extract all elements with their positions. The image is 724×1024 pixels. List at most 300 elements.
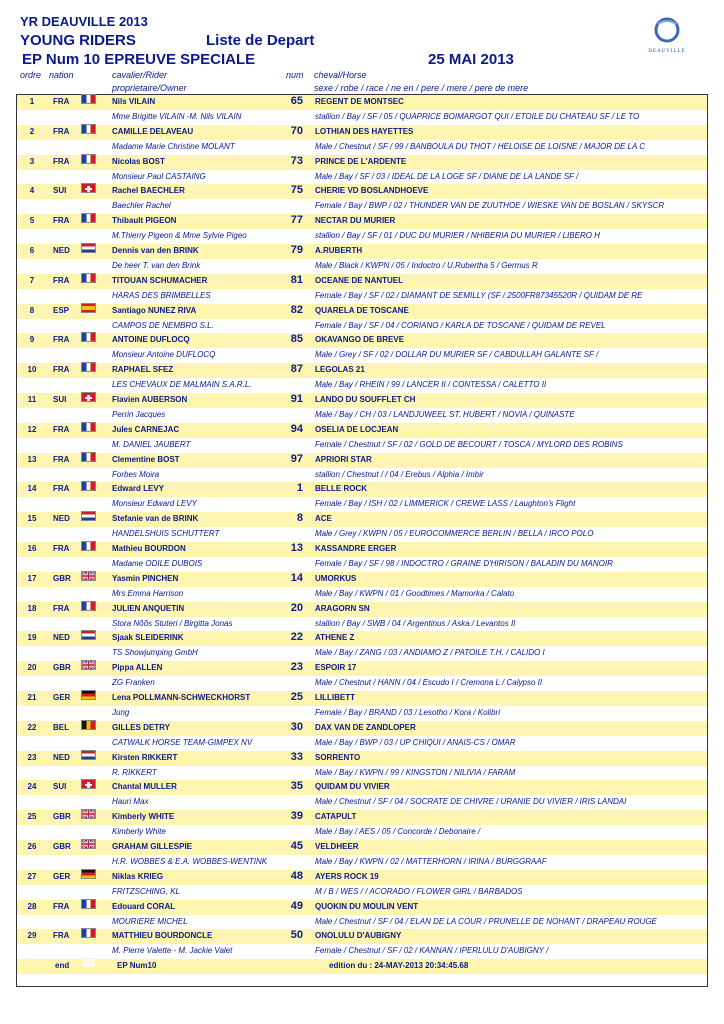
entry-horse: CHERIE VD BOSLANDHOEVE [315, 186, 429, 196]
entry-horse-info: Male / Bay / RHEIN / 99 / LANCER II / CONTESSA / CALETTO II [315, 380, 547, 390]
entry-row [17, 780, 707, 795]
flag-ger-icon [81, 690, 96, 700]
entry-detail-row [17, 587, 707, 602]
entry-horse-info: Male / Bay / KWPN / 01 / Goodtimes / Mamorka / Calato [315, 588, 515, 598]
entry-row [17, 751, 707, 766]
entry-detail-row [17, 319, 707, 334]
entry-horse: ATHENE Z [315, 633, 355, 643]
flag-fra-icon [81, 94, 96, 104]
entry-nation: GER [53, 871, 71, 881]
entry-order: 16 [27, 544, 37, 553]
entry-rider: Pippa ALLEN [112, 663, 163, 673]
entry-row [17, 125, 707, 140]
entry-horse: SORRENTO [315, 752, 361, 762]
entry-detail-row [17, 855, 707, 870]
entry-row [17, 155, 707, 170]
entry-horse: ONOLULU D'AUBIGNY [315, 931, 402, 941]
entry-rider: Edouard CORAL [112, 901, 176, 911]
entry-number: 65 [290, 95, 303, 107]
entry-rider: Flavien AUBERSON [112, 395, 188, 404]
entry-number: 70 [290, 124, 303, 137]
entry-horse-info: stallion / Bay / SF / 05 / QUAPRICE BOIMARGOT QUI / ETOILE DU CHATEAU SF / LE TO [315, 112, 640, 121]
entry-nation: FRA [53, 901, 70, 911]
entry-horse-info: Female / Chestnut / SF / 02 / GOLD DE BECOURT / TOSCA / MYLORD DES ROBINS [315, 439, 623, 449]
entry-order: 28 [27, 901, 37, 911]
entry-nation: GBR [53, 812, 71, 822]
entry-horse-info: stallion / Bay / SWB / 04 / Argentinus / Aska / Levantos II [315, 618, 516, 628]
entry-order: 3 [29, 156, 35, 166]
entry-horse-info: Female / Bay / ISH / 02 / LIMMERICK / CREWE LASS / Laughton's Flight [315, 499, 576, 509]
entry-row [17, 393, 707, 408]
competition-date: 25 MAI 2013 [428, 51, 514, 68]
entry-detail-row [17, 825, 707, 840]
entry-owner: TS Showjumping GmbH [112, 648, 198, 658]
entry-order: 10 [27, 365, 37, 375]
entry-order: 17 [27, 573, 37, 583]
entry-rider: Thibault PIGEON [112, 216, 177, 226]
deauville-logo [644, 16, 690, 56]
entry-detail-row [17, 468, 707, 483]
entry-owner: HANDELSHUIS SCHUTTERT [112, 529, 220, 539]
entry-horse-info: Male / Black / KWPN / 05 / Indoctro / U.Rubertha 5 / Germus R [315, 261, 538, 270]
entry-nation: FRA [53, 424, 70, 434]
entry-owner: Mme Brigitte VILAIN -M. Nils VILAIN [112, 112, 242, 121]
entry-order: 24 [27, 782, 37, 792]
entry-horse: BELLE ROCK [315, 484, 367, 494]
entry-order: 4 [29, 186, 35, 196]
entry-rider: Clementine BOST [112, 454, 180, 464]
entry-rider: Mathieu BOURDON [112, 544, 186, 553]
entry-owner: M. DANIEL JAUBERT [112, 439, 191, 449]
entry-nation: FRA [53, 335, 70, 345]
competition-title: EP Num 10 EPREUVE SPECIALE [22, 51, 256, 68]
flag-fra-icon [81, 362, 96, 372]
entry-detail-row [17, 259, 707, 274]
entry-row [17, 870, 707, 885]
entry-nation: FRA [53, 484, 70, 494]
entry-row [17, 810, 707, 825]
entry-horse: PRINCE DE L'ARDENTE [315, 156, 407, 166]
flag-gbr-icon [81, 571, 96, 581]
entry-rider: TITOUAN SCHUMACHER [112, 275, 208, 285]
entry-order: 26 [27, 842, 37, 851]
entry-order: 29 [27, 931, 37, 941]
col-ordre: ordre [20, 70, 42, 80]
flag-fra-icon [81, 422, 96, 432]
entry-rider: GILLES DETRY [112, 722, 170, 732]
entry-order: 1 [29, 97, 35, 106]
entry-detail-row [17, 885, 707, 900]
flag-sui-icon [81, 779, 96, 789]
entry-order: 11 [27, 395, 37, 404]
entry-detail-row [17, 766, 707, 781]
entry-number: 49 [290, 899, 303, 912]
flag-fra-icon [81, 541, 96, 551]
entry-horse: OKAVANGO DE BREVE [315, 335, 405, 345]
deauville-logo-icon [652, 16, 682, 44]
entry-horse-info: Male / Chestnut / HANN / 04 / Escudo I / Cremona L / Calypso II [315, 678, 543, 688]
flag-fra-icon [81, 928, 96, 938]
entry-order: 21 [27, 693, 37, 702]
entry-row [17, 691, 707, 706]
entry-owner: MOURIERE MICHEL [112, 916, 188, 926]
entry-owner: H.R. WOBBES & E.A. WOBBES-WENTINK [112, 857, 268, 866]
entry-owner: Forbes Moira [112, 469, 160, 479]
flag-gbr-icon [81, 660, 96, 670]
entry-nation: GBR [53, 573, 71, 583]
entry-rider: Yasmin PINCHEN [112, 573, 179, 583]
entry-row [17, 274, 707, 289]
entry-horse: QUIDAM DU VIVIER [315, 782, 390, 792]
entry-order: 6 [29, 246, 35, 255]
entry-number: 33 [290, 750, 303, 763]
col-horse: cheval/Horse [314, 70, 367, 80]
flag-fra-icon [81, 213, 96, 223]
entry-horse: REGENT DE MONTSEC [315, 97, 404, 106]
entry-row [17, 929, 707, 944]
entry-rider: Dennis van den BRINK [112, 246, 199, 255]
footer-row [17, 959, 707, 974]
entry-nation: GBR [53, 663, 71, 673]
entry-order: 23 [27, 752, 37, 762]
entry-row [17, 572, 707, 587]
entry-owner: M.Thierry Pigeon & Mme Sylvie Pigeo [112, 231, 247, 241]
entry-horse: APRIORI STAR [315, 454, 372, 464]
entry-number: 82 [290, 303, 303, 316]
entry-nation: GBR [53, 842, 71, 851]
entry-detail-row [17, 438, 707, 453]
flag-sui-icon [81, 392, 96, 402]
entry-rider: Edward LEVY [112, 484, 165, 494]
entry-detail-row [17, 199, 707, 214]
entry-horse-info: Male / Grey / KWPN / 05 / EUROCOMMERCE BERLIN / BELLA / IRCO POLO [315, 529, 594, 539]
entry-row [17, 900, 707, 915]
entry-owner: ZG Franken [112, 678, 155, 688]
footer-flag-placeholder [81, 958, 96, 968]
entry-owner: LES CHEVAUX DE MALMAIN S.A.R.L. [112, 380, 252, 390]
entry-nation: NED [53, 514, 70, 524]
entry-horse-info: Female / Bay / SF / 98 / INDOCTRO / GRAINE D'HIRISON / BALADIN DU MANOIR [315, 559, 613, 568]
entry-horse-info: Male / Grey / SF / 02 / DOLLAR DU MURIER SF / CABDULLAH GALANTE SF / [315, 350, 599, 360]
entry-order: 8 [29, 305, 35, 315]
entry-number: 35 [290, 780, 303, 793]
entry-rider: Chantal MULLER [112, 782, 177, 792]
entry-horse-info: Female / Bay / BWP / 02 / THUNDER VAN DE ZUUTHOE / WIESKE VAN DE BOSLAN / SKYSCR [315, 201, 665, 211]
entry-owner: Jung [112, 708, 130, 717]
entry-order: 25 [27, 812, 37, 822]
footer-ep: EP Num10 [117, 961, 157, 971]
entry-number: 8 [296, 512, 303, 525]
entry-owner: CAMPOS DE NEMBRO S.L. [112, 320, 214, 330]
entry-row [17, 661, 707, 676]
entry-rider: Rachel BAECHLER [112, 186, 185, 196]
flag-fra-icon [81, 273, 96, 283]
entry-detail-row [17, 378, 707, 393]
entry-row [17, 304, 707, 319]
entry-horse-info: Female / Bay / SF / 04 / CORIANO / KARLA DE TOSCANE / QUIDAM DE REVEL [315, 320, 606, 330]
entry-owner: Monsieur Antoine DUFLOCQ [112, 350, 216, 360]
entry-detail-row [17, 348, 707, 363]
entry-detail-row [17, 795, 707, 810]
entry-nation: SUI [53, 395, 67, 404]
entry-row [17, 244, 707, 259]
entry-nation: FRA [53, 126, 70, 136]
entry-detail-row [17, 944, 707, 959]
entry-horse-info: Female / Bay / BRAND / 03 / Lesotho / Kora / Kolibri [315, 708, 500, 717]
entry-horse: KASSANDRE ERGER [315, 544, 397, 553]
entry-owner: CATWALK HORSE TEAM-GIMPEX NV [112, 737, 253, 747]
entry-nation: GER [53, 693, 71, 702]
entry-rider: Jules CARNEJAC [112, 424, 180, 434]
entry-nation: FRA [53, 454, 70, 464]
footer-edition: edition du : 24-MAY-2013 20:34:45.68 [329, 961, 469, 971]
col-owner: proprietaire/Owner [112, 83, 187, 93]
entry-horse-info: Male / Chestnut / SF / 04 / ELAN DE LA COUR / PRUNELLE DE NOHANT / DRAPEAU ROUGE [315, 916, 657, 926]
flag-esp-icon [81, 303, 96, 313]
flag-fra-icon [81, 452, 96, 462]
entry-row [17, 453, 707, 468]
entry-horse-info: stallion / Chestnut / / 04 / Erebus / Alphia / Imbir [315, 469, 484, 479]
entry-order: 7 [29, 275, 35, 285]
entry-row [17, 602, 707, 617]
entry-horse-info: Male / Bay / CH / 03 / LANDJUWEEL ST. HUBERT / NOVIA / QUINASTE [315, 410, 575, 419]
entry-nation: FRA [53, 544, 70, 553]
entry-detail-row [17, 557, 707, 572]
entry-order: 22 [27, 722, 37, 732]
entry-horse-info: stallion / Bay / SF / 01 / DUC DU MURIER / NHIBERIA DU MURIER / LIBERO H [315, 231, 600, 241]
entry-horse: AYERS ROCK 19 [315, 871, 379, 881]
flag-ned-icon [81, 243, 96, 253]
entry-horse-info: Male / Chestnut / SF / 99 / BANBOULA DU THOT / HELOISE DE LOISNE / MAJOR DE LA C [315, 141, 646, 151]
entry-row [17, 214, 707, 229]
entry-detail-row [17, 140, 707, 155]
entry-owner: Monsieur Paul CASTAING [112, 171, 206, 181]
entry-rider: Santiago NUNEZ RIVA [112, 305, 197, 315]
entry-number: 45 [290, 840, 303, 852]
entry-owner: Hauri Max [112, 797, 149, 807]
entry-nation: FRA [53, 97, 70, 106]
entry-rider: Nicolas BOST [112, 156, 165, 166]
entry-rider: ANTOINE DUFLOCQ [112, 335, 190, 345]
entry-detail-row [17, 676, 707, 691]
entry-owner: De heer T. van den Brink [112, 261, 201, 270]
entry-number: 50 [290, 929, 303, 942]
entry-owner: Madame Marie Christine MOLANT [112, 141, 235, 151]
entry-horse-info: Male / Bay / BWP / 03 / UP CHIQUI / ANAIS-CS / OMAR [315, 737, 516, 747]
entry-row [17, 363, 707, 378]
entry-number: 75 [290, 184, 303, 197]
entry-rider: Lena POLLMANN-SCHWECKHORST [112, 693, 251, 702]
entry-horse: A.RUBERTH [315, 246, 363, 255]
footer-end: end [55, 961, 70, 971]
entry-number: 94 [290, 422, 303, 435]
flag-ger-icon [81, 869, 96, 879]
entry-nation: FRA [53, 603, 70, 613]
entry-number: 97 [290, 452, 303, 465]
entry-nation: FRA [53, 365, 70, 375]
entry-number: 25 [290, 691, 303, 703]
entry-horse-info: M / B / WES / / ACORADO / FLOWER GIRL / BARBADOS [315, 886, 523, 896]
entry-row [17, 512, 707, 527]
entry-detail-row [17, 408, 707, 423]
entry-order: 18 [27, 603, 37, 613]
entry-horse-info: Male / Chestnut / SF / 04 / SOCRATE DE CHIVRE / URANIE DU VIVIER / IRIS LANDAI [315, 797, 627, 807]
flag-gbr-icon [81, 839, 96, 849]
event-line: YR DEAUVILLE 2013 [20, 14, 148, 29]
category-title: YOUNG RIDERS [20, 32, 136, 49]
entry-nation: NED [53, 633, 70, 643]
entry-horse-info: Female / Bay / SF / 02 / DIAMANT DE SEMILLY (SF / 2500FR87345520R / QUIDAM DE RE [315, 290, 643, 300]
entry-nation: ESP [53, 305, 70, 315]
entry-order: 19 [27, 633, 37, 643]
entry-horse: QUARELA DE TOSCANE [315, 305, 409, 315]
entry-number: 22 [290, 631, 303, 644]
entry-rider: RAPHAEL SFEZ [112, 365, 174, 375]
entry-owner: M. Pierre Valette - M. Jackie Valet [112, 946, 233, 956]
entry-rider: Niklas KRIEG [112, 871, 164, 881]
entry-nation: BEL [53, 722, 69, 732]
entry-order: 9 [29, 335, 35, 345]
entry-number: 23 [290, 661, 303, 674]
flag-sui-icon [81, 183, 96, 193]
entry-horse: OSELIA DE LOCJEAN [315, 424, 399, 434]
flag-fra-icon [81, 899, 96, 909]
entry-rider: GRAHAM GILLESPIE [112, 842, 193, 851]
entry-owner: FRITZSCHING, KL [112, 886, 181, 896]
flag-ned-icon [81, 511, 96, 521]
entry-detail-row [17, 527, 707, 542]
entry-horse: UMORKUS [315, 573, 357, 583]
flag-fra-icon [81, 481, 96, 491]
entry-nation: SUI [53, 186, 67, 196]
flag-fra-icon [81, 154, 96, 164]
entry-rider: Nils VILAIN [112, 97, 156, 106]
entry-horse-info: Male / Bay / KWPN / 02 / MATTERHORN / IRINA / BURGGRAAF [315, 857, 547, 866]
start-list-table [16, 94, 708, 987]
flag-fra-icon [81, 601, 96, 611]
entry-detail-row [17, 110, 707, 125]
entry-detail-row [17, 497, 707, 512]
entry-nation: FRA [53, 275, 70, 285]
entry-row [17, 184, 707, 199]
logo-text: DEAUVILLE [648, 49, 686, 54]
flag-fra-icon [81, 332, 96, 342]
entry-number: 39 [290, 810, 303, 823]
entry-horse: QUOKIN DU MOULIN VENT [315, 901, 419, 911]
entry-detail-row [17, 170, 707, 185]
entry-nation: FRA [53, 931, 70, 941]
entry-owner: R. RIKKERT [112, 767, 157, 777]
entry-number: 48 [290, 869, 303, 882]
entry-order: 13 [27, 454, 37, 464]
entry-nation: SUI [53, 782, 67, 792]
list-title: Liste de Depart [206, 32, 315, 49]
entry-owner: Perrin Jacques [112, 410, 166, 419]
entry-rider: Kirsten RIKKERT [112, 752, 178, 762]
entry-horse-info: Male / Bay / SF / 03 / IDEAL DE LA LOGE SF / DIANE DE LA LANDE SF / [315, 171, 579, 181]
flag-ned-icon [81, 630, 96, 640]
entry-number: 91 [290, 393, 303, 405]
entry-order: 2 [29, 126, 35, 136]
entry-order: 14 [27, 484, 37, 494]
entry-rider: MATTHIEU BOURDONCLE [112, 931, 213, 941]
entry-detail-row [17, 915, 707, 930]
entry-row [17, 423, 707, 438]
entry-number: 77 [290, 214, 303, 227]
entry-number: 14 [290, 571, 303, 584]
entry-row [17, 542, 707, 557]
entry-row [17, 840, 707, 855]
entry-owner: Kimberly White [112, 827, 166, 837]
entry-horse: ESPOIR 17 [315, 663, 357, 673]
entry-horse-info: Male / Bay / AES / 05 / Concorde / Debonaire / [315, 827, 481, 837]
entry-owner: Monsieur Edward LEVY [112, 499, 197, 509]
entry-horse: LILLIBETT [315, 693, 355, 702]
entry-detail-row [17, 706, 707, 721]
entry-detail-row [17, 289, 707, 304]
entry-horse: LANDO DU SOUFFLET CH [315, 395, 416, 404]
entry-nation: NED [53, 752, 70, 762]
entry-row [17, 631, 707, 646]
flag-bel-icon [81, 720, 96, 730]
entry-detail-row [17, 736, 707, 751]
entry-rider: Sjaak SLEIDERINK [112, 633, 184, 643]
entry-owner: Madame ODILE DUBOIS [112, 559, 203, 568]
entry-number: 13 [290, 542, 303, 554]
entry-rider: Stefanie van de BRINK [112, 514, 199, 524]
entry-owner: Mrs Emma Harrison [112, 588, 184, 598]
entry-horse: OCEANE DE NANTUEL [315, 275, 404, 285]
col-nation: nation [49, 70, 74, 80]
entry-rider: CAMILLE DELAVEAU [112, 126, 194, 136]
entry-detail-row [17, 617, 707, 632]
entry-nation: NED [53, 246, 70, 255]
entry-number: 79 [290, 244, 303, 256]
entry-number: 20 [290, 601, 303, 614]
entry-rider: JULIEN ANQUETIN [112, 603, 185, 613]
entry-row [17, 721, 707, 736]
entry-order: 15 [27, 514, 37, 524]
entry-owner: HARAS DES BRIMBELLES [112, 290, 211, 300]
entry-number: 73 [290, 154, 303, 167]
entry-horse-info: Male / Bay / KWPN / 99 / KINGSTON / NILIVIA / FARAM [315, 767, 516, 777]
entry-horse: ACE [315, 514, 332, 524]
entry-horse-info: Female / Chestnut / SF / 02 / KANNAN / IPERLULU D'AUBIGNY / [315, 946, 549, 956]
entry-detail-row [17, 646, 707, 661]
col-num: num [286, 70, 304, 80]
entry-horse: NECTAR DU MURIER [315, 216, 396, 226]
entry-number: 85 [290, 333, 303, 346]
entry-horse-info: Male / Bay / ZANG / 03 / ANDIAMO Z / PATOILE T.H. / CALIDO I [315, 648, 545, 658]
entry-detail-row [17, 229, 707, 244]
entry-order: 5 [29, 216, 35, 226]
entry-row [17, 482, 707, 497]
entry-order: 12 [27, 424, 37, 434]
entry-order: 27 [27, 871, 37, 881]
flag-ned-icon [81, 750, 96, 760]
col-horse-info: sexe / robe / race / ne en / pere / mere / pere de mere [314, 83, 529, 93]
entry-number: 87 [290, 363, 303, 376]
entry-horse: CATAPULT [315, 812, 357, 822]
col-rider: cavalier/Rider [112, 70, 168, 80]
entry-horse: LOTHIAN DES HAYETTES [315, 126, 414, 136]
entry-rider: Kimberly WHITE [112, 812, 175, 822]
entry-owner: Baechler Rachel [112, 201, 171, 211]
entry-row [17, 333, 707, 348]
entry-order: 20 [27, 663, 37, 673]
entry-owner: Stora Nõõs Stuteri / Birgitta Jonas [112, 618, 233, 628]
entry-number: 1 [296, 482, 303, 495]
